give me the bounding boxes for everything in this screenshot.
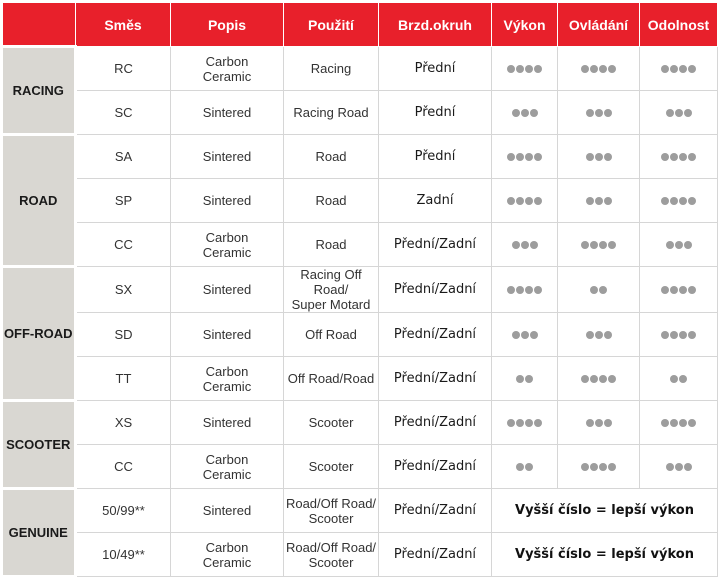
cell-ovladani-dots — [585, 197, 612, 205]
rating-dot — [586, 153, 594, 161]
rating-dot — [507, 419, 515, 427]
rating-dot — [521, 109, 529, 117]
cell-smes — [76, 223, 171, 267]
rating-dot — [670, 197, 678, 205]
rating-dot — [679, 419, 687, 427]
cell-brzd-okruh-text: Přední — [414, 105, 456, 120]
rating-dot — [604, 153, 612, 161]
rating-dot — [661, 331, 669, 339]
category-road: ROAD — [3, 135, 76, 267]
cell-brzd-okruh — [379, 47, 492, 91]
rating-dot — [590, 286, 598, 294]
cell-smes-text: RC — [114, 61, 133, 76]
cell-pouziti-text: Off Road/Road — [287, 371, 375, 386]
cell-odolnost-dots — [665, 109, 692, 117]
cell-odolnost-dots — [661, 419, 697, 427]
cell-pouziti-text: Racing Off Road/ Super Motard — [291, 267, 371, 312]
cell-ovladani — [558, 223, 640, 267]
table-row — [3, 357, 718, 401]
rating-dot — [670, 331, 678, 339]
cell-odolnost — [640, 179, 718, 223]
rating-dot — [688, 419, 696, 427]
cell-brzd-okruh-text: Přední — [414, 61, 456, 76]
cell-brzd-okruh — [379, 179, 492, 223]
cell-odolnost-dots — [661, 153, 697, 161]
cell-odolnost — [640, 47, 718, 91]
rating-dot — [525, 153, 533, 161]
cell-ovladani-dots — [585, 153, 612, 161]
cell-vykon-dots — [516, 463, 534, 471]
header-brzd-okruh: Brzd.okruh — [379, 3, 492, 47]
rating-dot — [581, 375, 589, 383]
cell-odolnost — [640, 223, 718, 267]
rating-dot — [525, 463, 533, 471]
rating-dot — [679, 331, 687, 339]
rating-dot — [670, 375, 678, 383]
rating-dot — [512, 331, 520, 339]
category-racing: RACING — [3, 47, 76, 135]
rating-dot — [595, 331, 603, 339]
cell-vykon — [492, 47, 558, 91]
cell-odolnost-dots — [665, 241, 692, 249]
rating-dot — [530, 331, 538, 339]
cell-pouziti — [284, 47, 379, 91]
rating-dot — [661, 419, 669, 427]
cell-smes-text: CC — [114, 459, 133, 474]
rating-dot — [661, 153, 669, 161]
table-row — [3, 135, 718, 179]
cell-vykon — [492, 91, 558, 135]
cell-vykon-dots — [507, 65, 543, 73]
rating-dot — [590, 65, 598, 73]
rating-dot — [525, 197, 533, 205]
table-row — [3, 91, 718, 135]
cell-popis — [171, 47, 284, 91]
table-row — [3, 47, 718, 91]
rating-dot — [670, 153, 678, 161]
cell-odolnost-dots — [661, 286, 697, 294]
cell-pouziti — [284, 445, 379, 489]
cell-popis — [171, 267, 284, 313]
cell-pouziti — [284, 223, 379, 267]
rating-dot — [679, 286, 687, 294]
rating-dot — [530, 109, 538, 117]
brake-pad-compound-table — [2, 2, 718, 578]
cell-pouziti — [284, 357, 379, 401]
cell-brzd-okruh — [379, 135, 492, 179]
cell-ovladani-dots — [581, 463, 617, 471]
table-body — [3, 47, 718, 577]
cell-pouziti — [284, 401, 379, 445]
category-genuine: GENUINE — [3, 489, 76, 577]
cell-smes — [76, 313, 171, 357]
rating-dot — [684, 241, 692, 249]
cell-ovladani-dots — [585, 419, 612, 427]
table-row — [3, 533, 718, 577]
cell-vykon-dots — [507, 286, 543, 294]
rating-dot — [679, 65, 687, 73]
cell-brzd-okruh — [379, 533, 492, 577]
cell-brzd-okruh-text: Přední/Zadní — [393, 415, 477, 430]
rating-dot — [507, 286, 515, 294]
category-off-road: OFF-ROAD — [3, 267, 76, 401]
cell-smes — [76, 91, 171, 135]
cell-odolnost-dots — [661, 65, 697, 73]
cell-popis-text: Sintered — [202, 105, 252, 120]
rating-dot — [586, 419, 594, 427]
rating-dot — [516, 197, 524, 205]
rating-dot — [507, 197, 515, 205]
rating-dot — [688, 65, 696, 73]
cell-ovladani — [558, 179, 640, 223]
cell-vykon-dots — [511, 331, 538, 339]
cell-brzd-okruh — [379, 445, 492, 489]
cell-popis — [171, 533, 284, 577]
header-vykon: Výkon — [492, 3, 558, 47]
cell-ovladani — [558, 267, 640, 313]
cell-popis-text: Carbon Ceramic — [202, 229, 252, 260]
cell-brzd-okruh — [379, 223, 492, 267]
cell-ovladani-dots — [581, 241, 617, 249]
cell-vykon — [492, 267, 558, 313]
rating-dot — [608, 375, 616, 383]
table-row — [3, 489, 718, 533]
cell-odolnost — [640, 91, 718, 135]
cell-popis — [171, 489, 284, 533]
rating-dot — [688, 197, 696, 205]
cell-smes — [76, 135, 171, 179]
rating-dot — [586, 331, 594, 339]
rating-dot — [604, 109, 612, 117]
rating-dot — [675, 241, 683, 249]
rating-dot — [525, 65, 533, 73]
cell-smes — [76, 401, 171, 445]
cell-vykon-dots — [516, 375, 534, 383]
cell-vykon — [492, 135, 558, 179]
rating-dot — [590, 241, 598, 249]
rating-dot — [581, 241, 589, 249]
rating-dot — [534, 65, 542, 73]
cell-pouziti — [284, 489, 379, 533]
rating-dot — [516, 463, 524, 471]
cell-brzd-okruh — [379, 91, 492, 135]
cell-popis — [171, 179, 284, 223]
table-row — [3, 401, 718, 445]
rating-dot — [666, 241, 674, 249]
cell-ovladani-dots — [585, 109, 612, 117]
cell-pouziti-text: Road — [315, 149, 347, 164]
cell-pouziti-text: Road — [315, 237, 347, 252]
cell-smes — [76, 445, 171, 489]
rating-dot — [688, 331, 696, 339]
cell-smes-text: XS — [114, 415, 133, 430]
rating-dot — [670, 65, 678, 73]
rating-dot — [525, 375, 533, 383]
rating-dot — [512, 241, 520, 249]
cell-popis-text: Sintered — [202, 415, 252, 430]
cell-vykon-dots — [507, 419, 543, 427]
header-ovladani: Ovládání — [558, 3, 640, 47]
rating-dot — [590, 463, 598, 471]
rating-dot — [516, 375, 524, 383]
rating-dot — [608, 463, 616, 471]
rating-dot — [599, 463, 607, 471]
rating-dot — [675, 109, 683, 117]
rating-dot — [534, 197, 542, 205]
cell-odolnost-dots — [670, 375, 688, 383]
rating-dot — [521, 241, 529, 249]
header-smes: Směs — [76, 3, 171, 47]
cell-ovladani-dots — [590, 286, 608, 294]
cell-smes — [76, 533, 171, 577]
cell-odolnost — [640, 401, 718, 445]
rating-dot — [581, 65, 589, 73]
cell-pouziti-text: Racing Road — [293, 105, 369, 120]
cell-pouziti — [284, 91, 379, 135]
cell-popis-text: Carbon Ceramic — [202, 451, 252, 482]
table-row — [3, 223, 718, 267]
cell-popis — [171, 401, 284, 445]
cell-brzd-okruh — [379, 313, 492, 357]
rating-dot — [525, 286, 533, 294]
cell-smes-text: SD — [114, 327, 133, 342]
rating-dot — [534, 153, 542, 161]
cell-pouziti-text: Road — [315, 193, 347, 208]
cell-pouziti — [284, 267, 379, 313]
rating-dot — [599, 375, 607, 383]
cell-popis-text: Sintered — [202, 503, 252, 518]
cell-brzd-okruh-text: Přední/Zadní — [393, 371, 477, 386]
rating-dot — [595, 153, 603, 161]
cell-ovladani — [558, 401, 640, 445]
cell-odolnost-dots — [665, 463, 692, 471]
rating-dot — [595, 109, 603, 117]
rating-dot — [516, 153, 524, 161]
rating-dot — [661, 197, 669, 205]
cell-popis — [171, 357, 284, 401]
cell-ovladani — [558, 313, 640, 357]
cell-smes — [76, 357, 171, 401]
rating-dot — [675, 463, 683, 471]
cell-popis — [171, 445, 284, 489]
cell-smes-text: SP — [114, 193, 133, 208]
cell-odolnost — [640, 135, 718, 179]
rating-dot — [684, 463, 692, 471]
cell-popis-text: Carbon Ceramic — [202, 539, 252, 570]
cell-pouziti-text: Road/Off Road/ Scooter — [285, 539, 377, 570]
rating-dot — [604, 331, 612, 339]
rating-dot — [688, 153, 696, 161]
cell-ovladani-dots — [581, 375, 617, 383]
cell-pouziti — [284, 313, 379, 357]
cell-popis — [171, 223, 284, 267]
rating-dot — [595, 197, 603, 205]
cell-pouziti-text: Scooter — [308, 415, 354, 430]
cell-smes-text: SA — [114, 149, 133, 164]
cell-brzd-okruh-text: Přední — [414, 149, 456, 164]
cell-smes-text: 50/99** — [102, 503, 145, 518]
rating-dot — [661, 286, 669, 294]
cell-ovladani — [558, 135, 640, 179]
cell-pouziti — [284, 533, 379, 577]
cell-ovladani — [558, 91, 640, 135]
cell-vykon — [492, 313, 558, 357]
cell-pouziti — [284, 179, 379, 223]
rating-dot — [666, 463, 674, 471]
rating-dot — [666, 109, 674, 117]
rating-dot — [586, 109, 594, 117]
rating-dot — [661, 65, 669, 73]
cell-smes-text: CC — [114, 237, 133, 252]
rating-dot — [507, 153, 515, 161]
rating-dot — [604, 419, 612, 427]
cell-brzd-okruh-text: Přední/Zadní — [393, 503, 477, 518]
cell-popis-text: Sintered — [202, 149, 252, 164]
cell-popis — [171, 91, 284, 135]
rating-dot — [599, 286, 607, 294]
table-row — [3, 179, 718, 223]
cell-brzd-okruh — [379, 357, 492, 401]
header-odolnost: Odolnost — [640, 3, 718, 47]
cell-odolnost-dots — [661, 197, 697, 205]
cell-brzd-okruh-text: Přední/Zadní — [393, 459, 477, 474]
rating-note: Vyšší číslo = lepší výkon — [492, 489, 718, 533]
rating-dot — [688, 286, 696, 294]
cell-smes-text: 10/49** — [102, 547, 145, 562]
cell-popis-text: Carbon Ceramic — [202, 363, 252, 394]
rating-dot — [521, 331, 529, 339]
rating-dot — [581, 463, 589, 471]
rating-dot — [534, 419, 542, 427]
rating-dot — [679, 375, 687, 383]
cell-brzd-okruh — [379, 267, 492, 313]
cell-ovladani — [558, 47, 640, 91]
table-row — [3, 445, 718, 489]
rating-dot — [595, 419, 603, 427]
cell-vykon — [492, 223, 558, 267]
cell-brzd-okruh-text: Zadní — [416, 193, 454, 208]
cell-pouziti-text: Racing — [310, 61, 352, 76]
rating-dot — [670, 286, 678, 294]
cell-pouziti-text: Off Road — [305, 327, 357, 342]
cell-pouziti — [284, 135, 379, 179]
rating-dot — [534, 286, 542, 294]
cell-vykon — [492, 357, 558, 401]
rating-dot — [599, 241, 607, 249]
rating-dot — [512, 109, 520, 117]
cell-odolnost — [640, 445, 718, 489]
cell-odolnost — [640, 357, 718, 401]
cell-brzd-okruh — [379, 401, 492, 445]
cell-smes — [76, 179, 171, 223]
cell-smes-text: SX — [114, 282, 133, 297]
rating-dot — [679, 153, 687, 161]
cell-pouziti-text: Scooter — [308, 459, 354, 474]
cell-odolnost — [640, 313, 718, 357]
rating-dot — [599, 65, 607, 73]
cell-odolnost-dots — [661, 331, 697, 339]
rating-dot — [507, 65, 515, 73]
rating-dot — [516, 419, 524, 427]
rating-dot — [516, 65, 524, 73]
rating-dot — [530, 241, 538, 249]
cell-popis-text: Carbon Ceramic — [202, 53, 252, 84]
rating-dot — [590, 375, 598, 383]
cell-popis-text: Sintered — [202, 327, 252, 342]
rating-dot — [679, 197, 687, 205]
table-row — [3, 313, 718, 357]
cell-popis — [171, 313, 284, 357]
rating-dot — [608, 65, 616, 73]
cell-brzd-okruh-text: Přední/Zadní — [393, 237, 477, 252]
cell-smes — [76, 47, 171, 91]
cell-brzd-okruh-text: Přední/Zadní — [393, 327, 477, 342]
cell-brzd-okruh-text: Přední/Zadní — [393, 547, 477, 562]
cell-popis-text: Sintered — [202, 282, 252, 297]
rating-dot — [608, 241, 616, 249]
rating-dot — [604, 197, 612, 205]
header-corner — [3, 3, 76, 47]
cell-vykon-dots — [511, 241, 538, 249]
header-popis: Popis — [171, 3, 284, 47]
cell-vykon-dots — [507, 197, 543, 205]
cell-vykon-dots — [507, 153, 543, 161]
cell-vykon — [492, 401, 558, 445]
rating-dot — [684, 109, 692, 117]
cell-pouziti-text: Road/Off Road/ Scooter — [285, 495, 377, 526]
rating-dot — [525, 419, 533, 427]
rating-dot — [670, 419, 678, 427]
cell-ovladani — [558, 357, 640, 401]
category-scooter: SCOOTER — [3, 401, 76, 489]
cell-brzd-okruh-text: Přední/Zadní — [393, 282, 477, 297]
cell-smes-text: SC — [114, 105, 133, 120]
cell-brzd-okruh — [379, 489, 492, 533]
cell-ovladani — [558, 445, 640, 489]
rating-dot — [516, 286, 524, 294]
cell-vykon — [492, 179, 558, 223]
cell-popis-text: Sintered — [202, 193, 252, 208]
header-row — [3, 3, 718, 47]
cell-odolnost — [640, 267, 718, 313]
cell-vykon-dots — [511, 109, 538, 117]
cell-ovladani-dots — [581, 65, 617, 73]
header-pouziti: Použití — [284, 3, 379, 47]
cell-vykon — [492, 445, 558, 489]
rating-note: Vyšší číslo = lepší výkon — [492, 533, 718, 577]
cell-popis — [171, 135, 284, 179]
cell-ovladani-dots — [585, 331, 612, 339]
rating-dot — [586, 197, 594, 205]
table-row — [3, 267, 718, 313]
cell-smes-text: TT — [115, 371, 132, 386]
cell-smes — [76, 267, 171, 313]
cell-smes — [76, 489, 171, 533]
